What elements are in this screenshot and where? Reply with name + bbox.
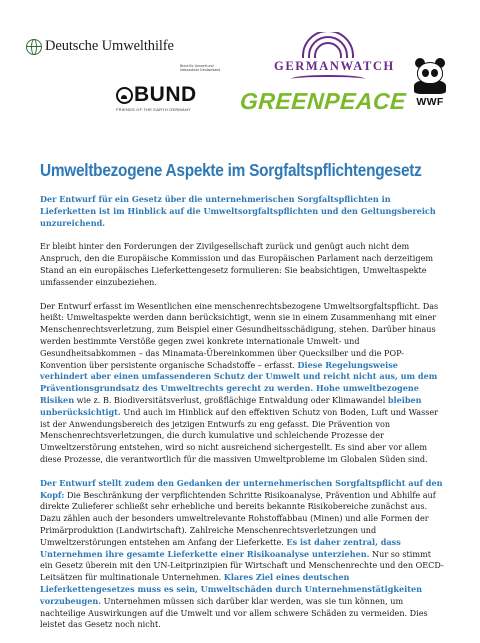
paragraph-3-text-2: Nur so stimmt ein Gesetz überein mit den UN-Leitprinzipien für Wirtschaft und Menschenrechte und den OECD-Leitsätzen für multinationale Unternehmen. (40, 548, 444, 583)
germanwatch-logo (274, 32, 395, 83)
paragraph-3 (40, 478, 444, 631)
globe-icon (26, 39, 42, 55)
bund-sun-icon (116, 87, 133, 104)
logo-bar (0, 0, 480, 130)
paragraph-3-text-1: Die Beschränkung der verpflichtenden Schritte Risikoanalyse, Prävention und Abhilfe auf direkte Zulieferer schließt sehr erhebliche und bereits bekannte Risikobereiche zunächst aus. Dazu zählen auch der besonders umweltrelevante Rohstoffabbau (Minen) und alle Formen der Primärproduktion (Landwirtschaft). Zahlreiche Menschenrechtsverletzungen und Umweltzerstörungen entstehen am Anfang der Lieferkette. (40, 489, 436, 547)
wwf-logo (410, 58, 450, 108)
paragraph-2-text-3: Und auch im Hinblick auf den effektiven Schutz von Boden, Luft und Wasser ist der Anwendungsbereich des jetzigen Entwurfs zu eng gefasst. Die Prävention von Menschenrechtsverletzungen, die durch kumulative und schleichende Prozesse der Umweltzerstörung entstehen, wird so nicht ausreichend sichergestellt. Es sind aber vor allem diese Prozesse, die verantwortlich für die massiven Umweltprobleme im Globalen Süden sind. (40, 406, 439, 464)
bund-small-text: Bund für Umwelt und Naturschutz Deutschland (180, 64, 221, 73)
bund-wordmark (116, 84, 210, 106)
paragraph-2-highlight-2: bleiben unberücksichtigt. (40, 394, 422, 417)
paragraph-2-text-1: Der Entwurf erfasst im Wesentlichen eine menschenrechtsbezogene Umweltsorgfaltspflicht. Das heißt: Umweltaspekte werden dann berücksichtigt, wenn sie in einem Zusammenhang mit einer Menschenrechtsverletzung, zum Beispiel einer Gesundheitsschädigung, stehen. Darüber hinaus werden bestimmte Verstöße gegen zwei konkrete internationale Umwelt- und Gesundheitsabkommen – das Minamata-Übereinkommen über Quecksilber und die POP-Konvention über persistente organische Schadstoffe – erfasst. (40, 300, 439, 370)
deutsche-umwelthilfe-logo (26, 38, 174, 55)
paragraph-3-highlight-2: Es ist daher zentral, dass Unternehmen ihre gesamte Lieferkette einer Risikoanalyse unterziehen. (40, 536, 401, 559)
bund-name: BUND (134, 83, 197, 106)
bund-tagline: FRIENDS OF THE EARTH GERMANY (116, 107, 191, 112)
page-title: Umweltbezogene Aspekte im Sorgfaltspflichtengesetz (40, 160, 422, 180)
wwf-name: WWF (416, 96, 444, 108)
bund-logo (116, 84, 210, 112)
duh-name: Deutsche Umwelthilfe (45, 38, 174, 54)
lead-paragraph: Der Entwurf für ein Gesetz über die unternehmerischen Sorgfaltspflichten in Lieferketten ist im Hinblick auf die Umweltsorgfaltspflichten und den Geltungsbereich unzureichend. (40, 194, 436, 228)
paragraph-3-highlight-1: Der Entwurf stellt zudem den Gedanken der unternehmerischen Sorgfaltspflicht auf den Kopf: (40, 477, 443, 500)
document-body (40, 194, 444, 643)
germanwatch-name: GERMANWATCH (274, 59, 395, 73)
paragraph-3-text-3: Unternehmen müssen sich darüber klar werden, was sie tun können, um nachteilige Auswirkungen auf die Umwelt und vor allem schwere Schäden zu vermeiden. Dies leistet das Gesetz noch nicht. (40, 595, 428, 630)
germanwatch-wave-icon (291, 75, 365, 83)
panda-icon (413, 58, 447, 94)
paragraph-2-text-2: wie z. B. Biodiversitätsverlust, großflächige Entwaldung oder Klimawandel (74, 394, 388, 405)
paragraph-1: Er bleibt hinter den Forderungen der Zivilgesellschaft zurück und genügt auch nicht dem Anspruch, den die Europäische Kommission und das Europäischen Parlament nach derzeitigem Stand an ein europäisches Lieferkettengesetz formulieren: Sie beabsichtigen, Umweltaspekte umfassender einzubeziehen. (40, 241, 434, 287)
greenpeace-logo: GREENPEACE (239, 88, 407, 114)
paragraph-2-highlight-1: Diese Regelungsweise verhindert aber einen umfassenderen Schutz der Umwelt und reicht nicht aus, um dem Präventionsgrundsatz des Umweltrechts gerecht zu werden. Hohe umweltbezogene Risiken (40, 359, 438, 405)
paragraph-3-highlight-3: Klares Ziel eines deutschen Lieferkettengesetzes muss es sein, Umweltschäden durch Unternehmenstätigkeiten vorzubeugen. (40, 572, 423, 606)
germanwatch-arc-icon (302, 32, 354, 58)
paragraph-2 (40, 301, 444, 466)
